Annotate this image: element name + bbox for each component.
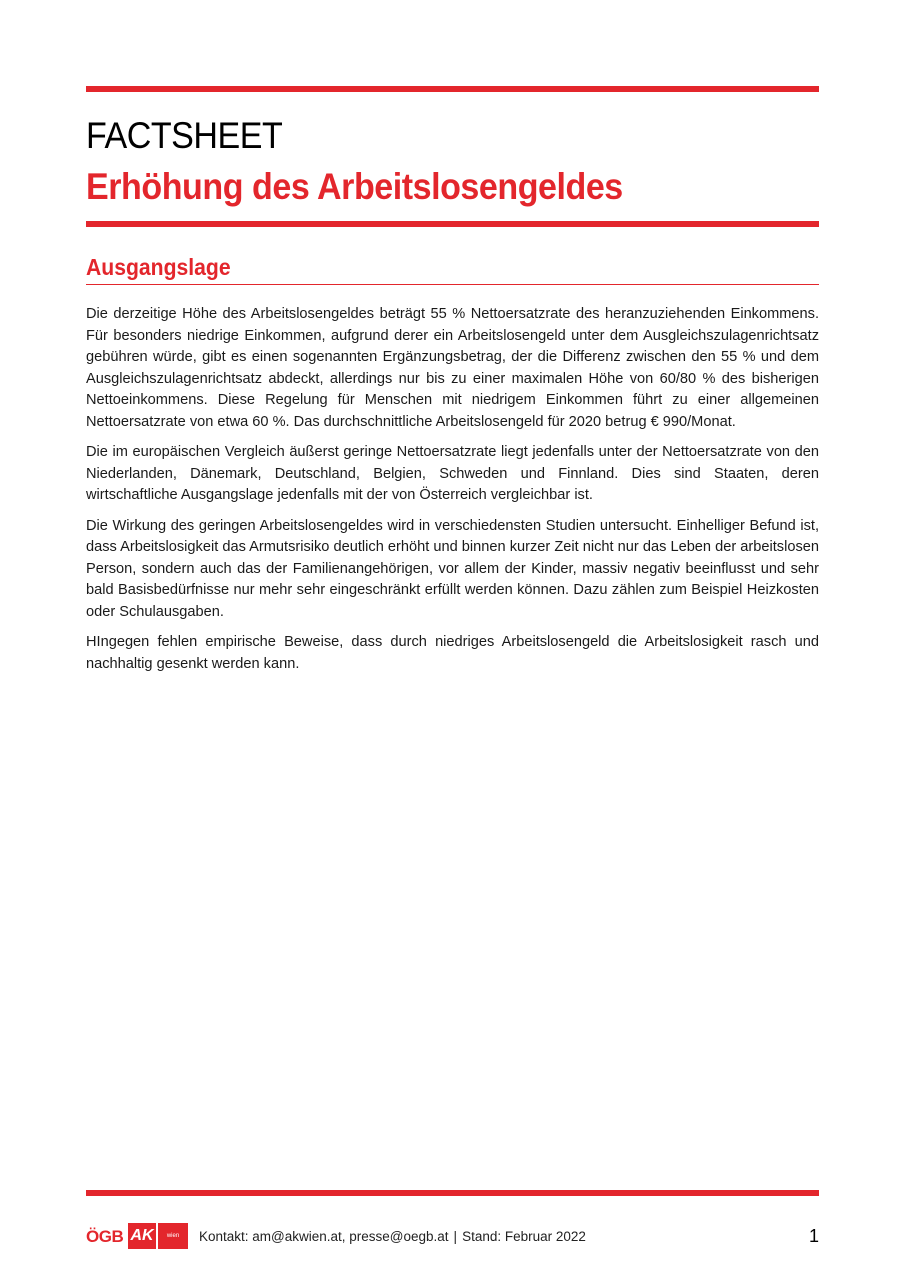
oegb-logo: ÖGB [86,1227,124,1246]
paragraph: Die im europäischen Vergleich äußerst geringe Nettoersatzrate liegt jedenfalls unter der Nettoersatzrate von den Niederlanden, Dänemark, Deutschland, Belgien, Schweden und Finnland. Dies sind Staaten, deren wirtschaftliche Ausgangslage jedenfalls mit der von Österreich vergleichbar ist. [86,444,819,503]
footer-separator: | [453,1229,458,1244]
section-heading [86,252,819,285]
paragraph: Die Wirkung des geringen Arbeitslosengeldes wird in verschiedensten Studien untersucht. Einhelliger Befund ist, dass Arbeitslosigkeit das Armutsrisiko deutlich erhöht und binnen kurzer Zeit nicht nur das Leben der arbeitslosen Person, sondern auch das der Familienangehörigen, vor allem der Kinder, massiv negativ beeinflusst und sehr bald Basisbedürfnisse nur mehr sehr eingeschränkt erfüllt werden können. Dazu zählen zum Beispiel Heizkosten oder Schulausgaben. [86,517,819,620]
contact-text: Kontakt: am@akwien.at, presse@oegb.at [199,1229,449,1244]
document-subtitle: Erhöhung des Arbeitslosengeldes [86,166,623,207]
date-text: Stand: Februar 2022 [462,1229,586,1244]
header-rule [86,221,819,227]
section-body [86,304,819,684]
document-title: FACTSHEET [86,115,283,156]
page-number: 1 [808,1226,819,1246]
footer-contact [199,1229,586,1245]
paragraph: Die derzeitige Höhe des Arbeitslosengeldes beträgt 55 % Nettoersatzrate des heranzuziehenden Einkommens. Für besonders niedrige Einkommen, aufgrund derer ein Arbeitslosengeld unter dem Ausgleichszulagenrichtsatz gebühren würde, gibt es einen sogenannten Ergänzungsbetrag, der die Differenz zwischen den 55 % und dem Ausgleichszulagenrichtsatz abdeckt, allerdings nur bis zu einer maximalen Höhe von 60/80 % des bisherigen Nettoeinkommens. Diese Regelung für Menschen mit niedrigem Einkommen führt zu einer allgemeinen Nettoersatzrate von etwa 60 %. Das durchschnittliche Arbeitslosengeld für 2020 betrug € 990/Monat. [86,306,819,430]
top-rule [86,86,819,92]
paragraph: HIngegen fehlen empirische Beweise, dass durch niedriges Arbeitslosengeld die Arbeitslosigkeit rasch und nachhaltig gesenkt werden kann. [86,634,819,672]
ak-wien-logo: wien [158,1223,188,1249]
footer [86,1220,819,1254]
footer-rule [86,1190,819,1196]
ak-logo: AK [128,1223,156,1249]
section-heading-text: Ausgangslage [86,254,231,280]
